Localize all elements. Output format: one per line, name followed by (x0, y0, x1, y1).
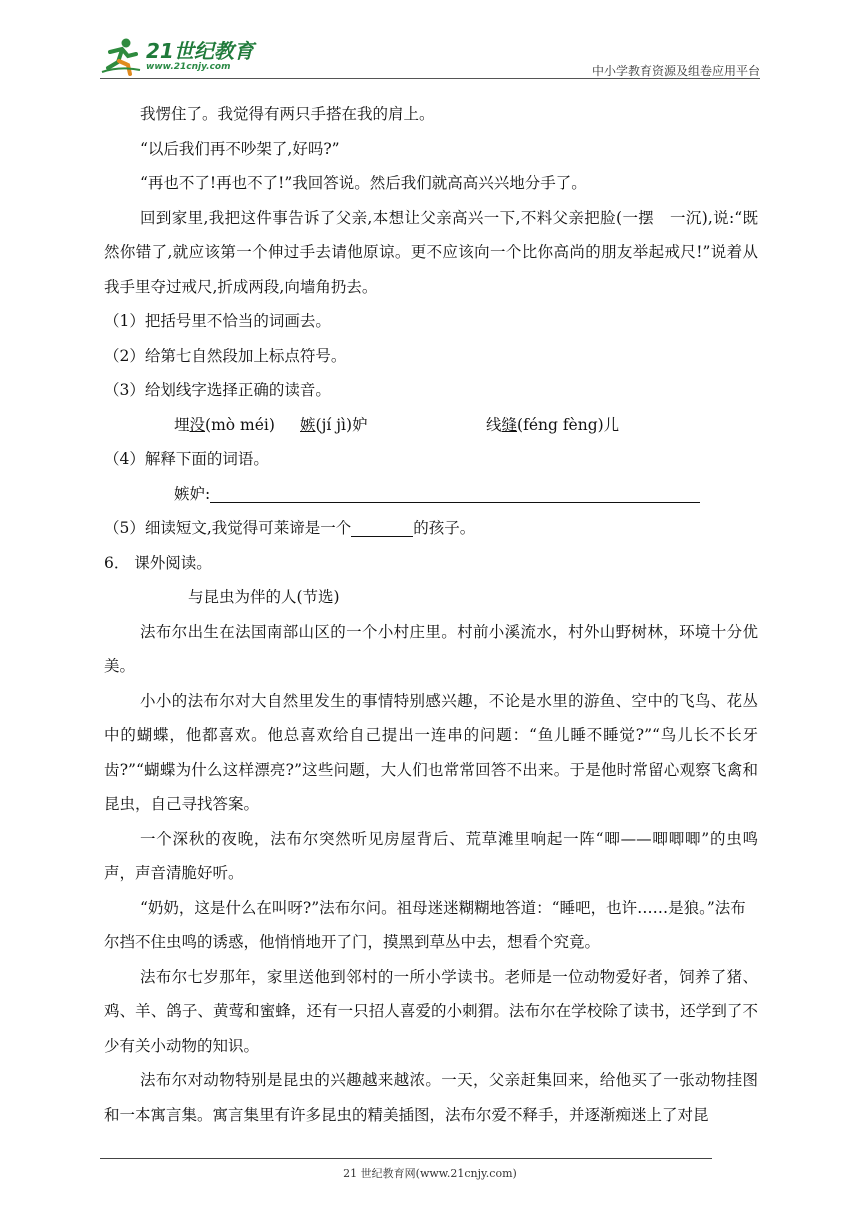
platform-name: 中小学教育资源及组卷应用平台 (591, 64, 760, 78)
passage-title: 与昆虫为伴的人(节选) (188, 588, 340, 606)
paragraph: 回到家里,我把这件事告诉了父亲,本想让父亲高兴一下,不料父亲把脸(一摆 一沉),说:“既然你错了,就应该第一个伸过手去请他原谅。更不应该向一个比你高尚的朋友举起戒尺!”说着从我手里夺过戒尺,折成两段,向墙角扔去。 (104, 208, 758, 296)
site-logo (100, 34, 254, 78)
pinyin-item: 嫉(jí jì)妒 (300, 415, 368, 434)
logo-url: www.21cnjy.com (146, 62, 231, 72)
question-2: （2）给第七自然段加上标点符号。 (104, 346, 347, 365)
page-footer: 21 世纪教育网(www.21cnjy.com) (343, 1167, 517, 1180)
header-divider (100, 78, 760, 79)
question-4: （4）解释下面的词语。 (104, 450, 269, 468)
document-body (104, 97, 758, 1132)
paragraph: 法布尔出生在法国南部山区的一个小村庄里。村前小溪流水，村外山野树林，环境十分优美。 (104, 622, 758, 675)
question-5: （5）细读短文,我觉得可莱谛是一个 的孩子。 (104, 511, 758, 546)
pinyin-item: 埋没(mò méi) (174, 415, 275, 434)
paragraph: 法布尔对动物特别是昆虫的兴趣越来越浓。一天，父亲赶集回来，给他买了一张动物挂图和一本寓言集。寓言集里有许多昆虫的精美插图，法布尔爱不释手，并逐渐痴迷上了对昆 (104, 1071, 758, 1124)
paragraph: “再也不了!再也不了!”我回答说。然后我们就高高兴兴地分手了。 (140, 174, 587, 192)
footer-divider (100, 1158, 712, 1159)
definition-line: 嫉妒: (104, 477, 758, 512)
section-6-heading: 6． 课外阅读。 (104, 553, 212, 572)
paragraph: “以后我们再不吵架了,好吗?” (140, 139, 340, 158)
page-header (100, 34, 760, 78)
question-3: （3）给划线字选择正确的读音。 (104, 381, 331, 399)
question-1: （1）把括号里不恰当的词画去。 (104, 312, 331, 330)
answer-blank[interactable] (351, 516, 413, 537)
paragraph: “奶奶，这是什么在叫呀?”法布尔问。祖母迷迷糊糊地答道：“睡吧，也许……是狼。”法布尔挡不住虫鸣的诱惑，他悄悄地开了门，摸黑到草丛中去，想看个究竟。 (104, 898, 746, 951)
pinyin-options (104, 408, 758, 443)
pinyin-item: 线缝(féng fèng)儿 (486, 415, 620, 434)
paragraph: 我愣住了。我觉得有两只手搭在我的肩上。 (140, 105, 435, 123)
paragraph: 法布尔七岁那年，家里送他到邻村的一所小学读书。老师是一位动物爱好者，饲养了猪、鸡、羊、鸽子、黄莺和蜜蜂，还有一只招人喜爱的小刺猬。法布尔在学校除了读书，还学到了不少有关小动物的知识。 (104, 967, 758, 1055)
logo-title: 21世纪教育 (146, 39, 254, 63)
paragraph: 一个深秋的夜晚，法布尔突然听见房屋背后、荒草滩里响起一阵“唧——唧唧唧”的虫鸣声，声音清脆好听。 (104, 829, 758, 882)
paragraph: 小小的法布尔对大自然里发生的事情特别感兴趣，不论是水里的游鱼、空中的飞鸟、花丛中的蝴蝶，他都喜欢。他总喜欢给自己提出一连串的问题：“鱼儿睡不睡觉?”“鸟儿长不长牙齿?”“蝴蝶为什么这样漂亮?”这些问题，大人们也常常回答不出来。于是他时常留心观察飞禽和昆虫，自己寻找答案。 (104, 691, 758, 813)
running-figure-icon (100, 36, 142, 76)
answer-blank[interactable] (210, 482, 700, 503)
